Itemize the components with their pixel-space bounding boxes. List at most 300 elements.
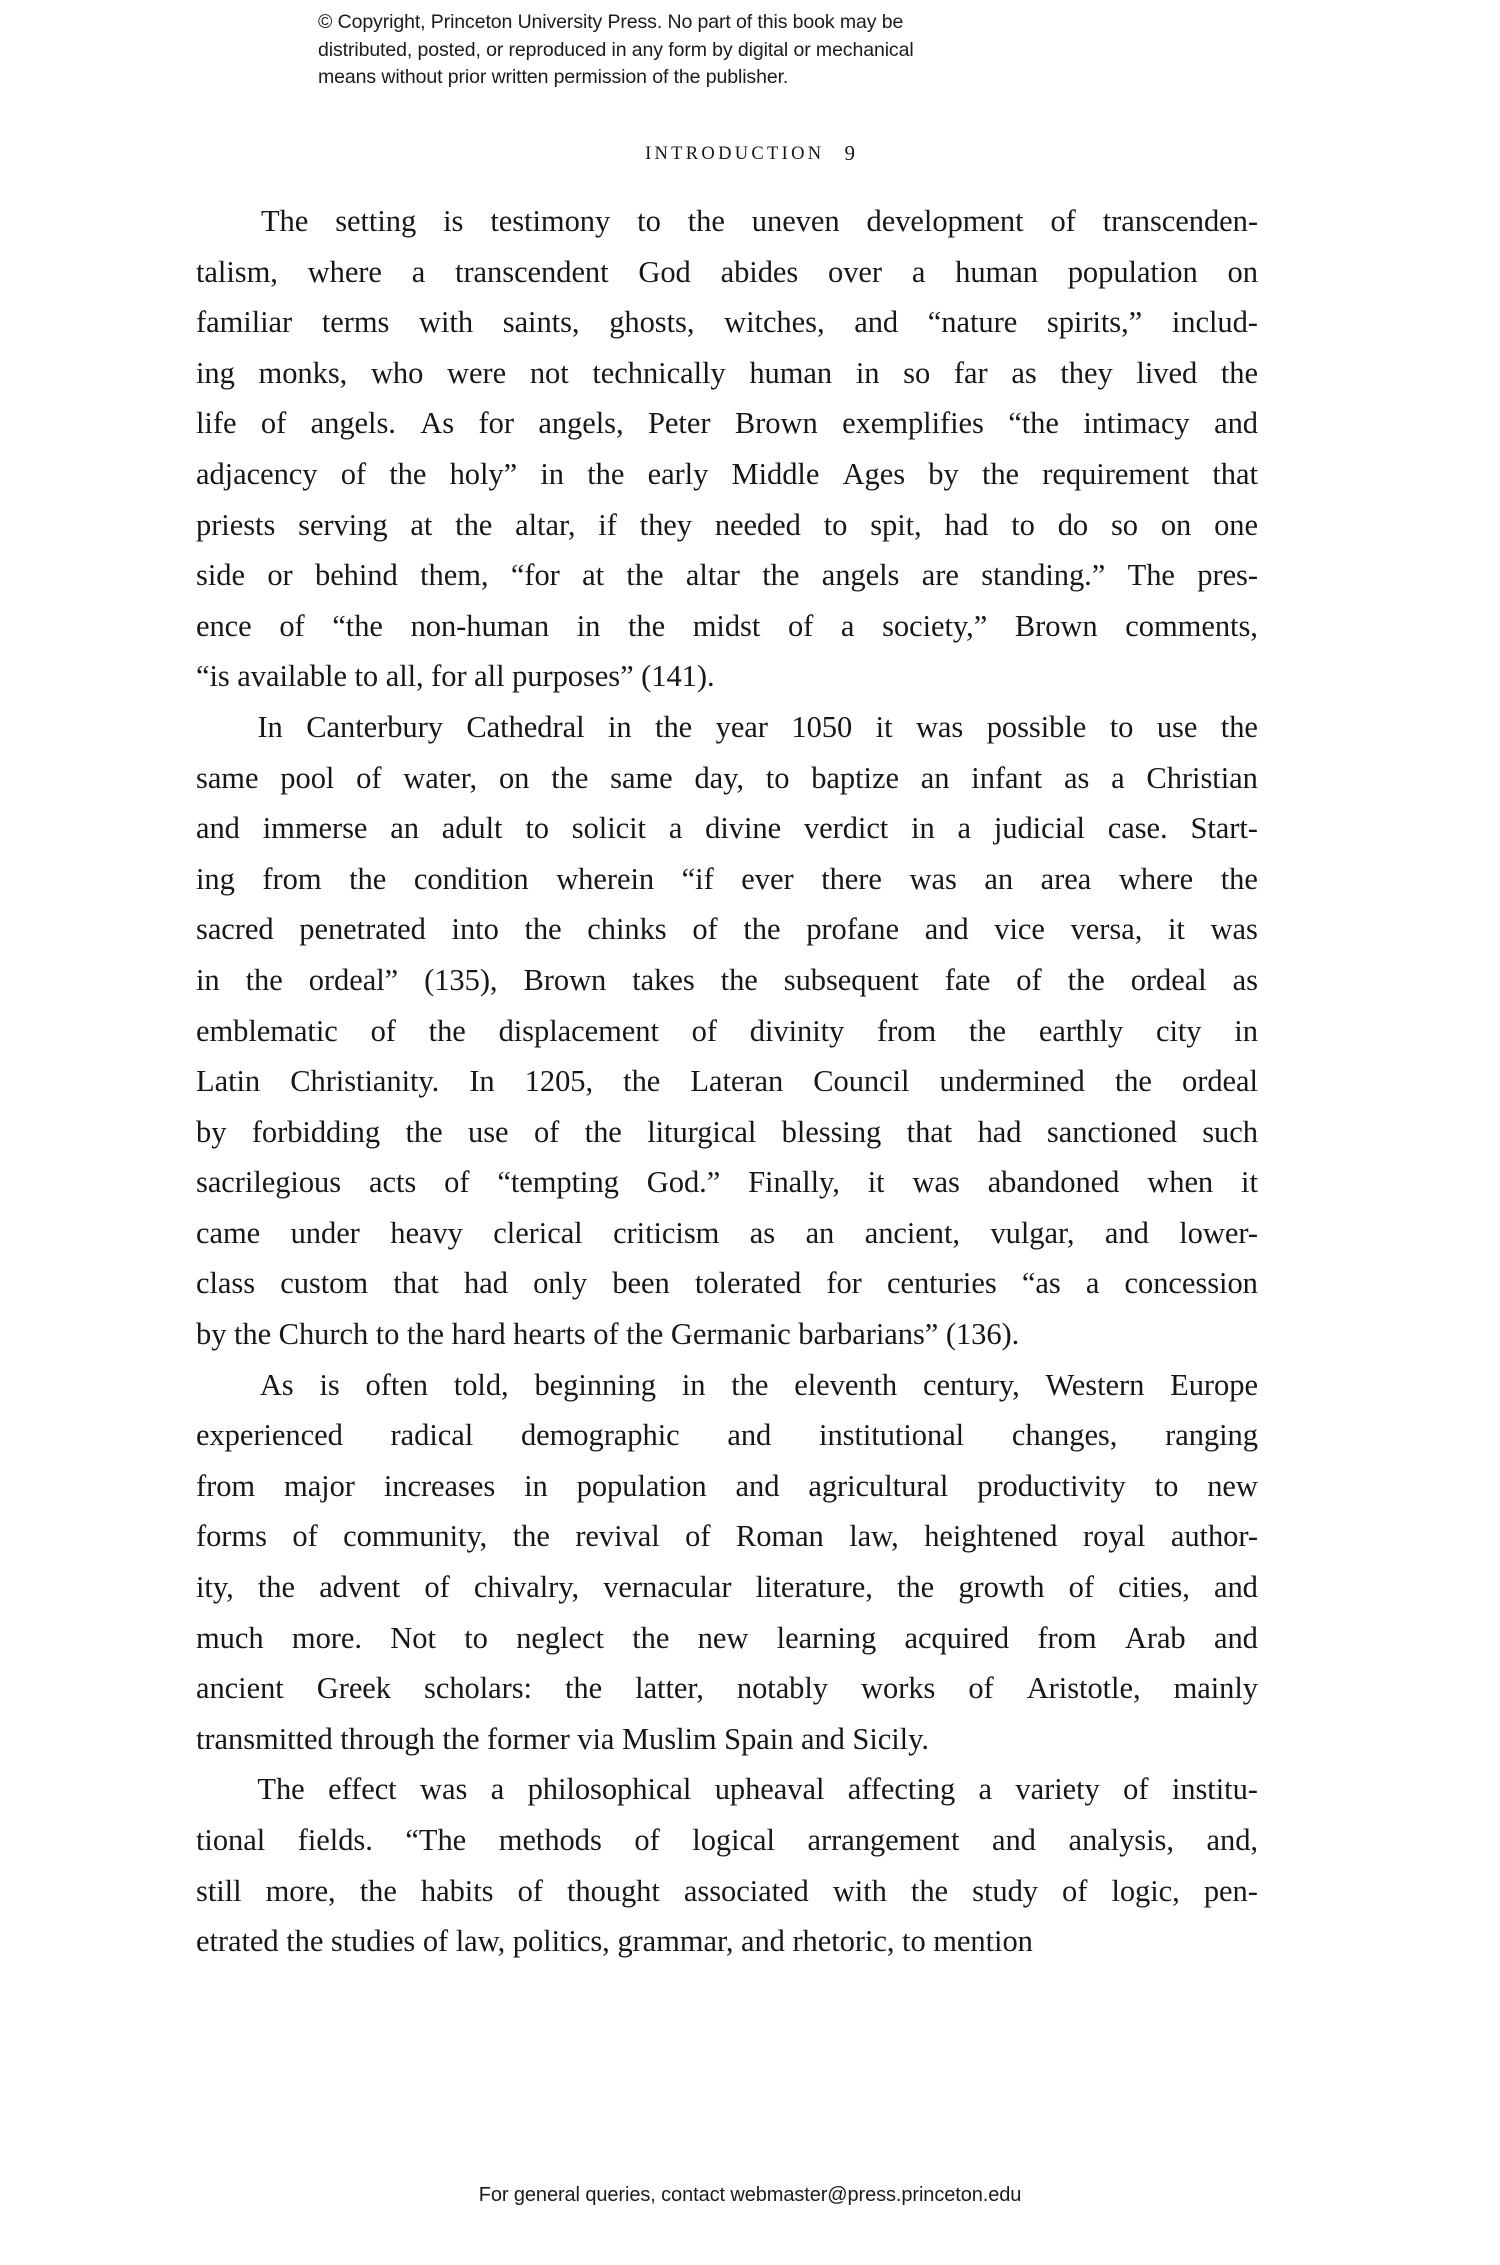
- word: intimacy: [1083, 406, 1190, 441]
- word: versa,: [1070, 912, 1143, 947]
- word: had: [944, 507, 989, 542]
- text-line: [196, 702, 1258, 753]
- text-line: [196, 449, 1258, 500]
- word: chinks: [587, 912, 667, 947]
- word: lived: [1136, 355, 1198, 390]
- word: and: [196, 811, 240, 846]
- word: the: [910, 1873, 949, 1908]
- word: “as: [1021, 1266, 1061, 1301]
- word: institu-: [1171, 1772, 1258, 1807]
- word: adjacency: [196, 456, 318, 491]
- word: royal: [1082, 1519, 1146, 1554]
- word: it: [867, 1165, 885, 1200]
- word: much: [196, 1620, 264, 1655]
- word: sacrilegious: [196, 1165, 342, 1200]
- word: the: [349, 861, 387, 896]
- word: and: [1213, 1620, 1258, 1655]
- word: was: [1210, 912, 1258, 947]
- word: midst: [692, 608, 761, 643]
- word-run: etrated the studies of law, politics, grammar, and rhetoric, to mention: [196, 1924, 1033, 1959]
- word: an: [805, 1215, 835, 1250]
- word: The: [1127, 558, 1175, 593]
- word: for: [478, 406, 514, 441]
- word: and: [1214, 406, 1258, 441]
- word: God.”: [646, 1165, 721, 1200]
- text-line: [196, 753, 1258, 804]
- word: ranging: [1165, 1418, 1258, 1453]
- word: it: [875, 709, 893, 744]
- word: and: [992, 1823, 1036, 1857]
- word: use: [468, 1114, 509, 1149]
- word: vernacular: [603, 1570, 732, 1605]
- word: “the: [332, 608, 383, 643]
- word: was: [420, 1772, 468, 1807]
- copyright-line: distributed, posted, or reproduced in any form by digital or mechanical: [318, 38, 914, 61]
- word: analysis,: [1068, 1823, 1174, 1857]
- word: had: [464, 1266, 508, 1301]
- word: if: [598, 507, 617, 542]
- word: the: [731, 1367, 769, 1402]
- word: with: [419, 305, 474, 340]
- word: of: [424, 1570, 450, 1605]
- word: effect: [328, 1772, 397, 1807]
- word: The: [257, 1772, 305, 1807]
- word-run: transmitted through the former via Muslim Spain and Sicily.: [196, 1721, 929, 1756]
- word: logic,: [1111, 1873, 1180, 1908]
- word: from: [196, 1468, 256, 1503]
- word: or: [267, 558, 293, 593]
- word: ing: [196, 355, 235, 390]
- word: ancient,: [864, 1215, 960, 1250]
- paragraph-indent: [196, 1764, 234, 1815]
- word: upheaval: [714, 1772, 825, 1807]
- footer-query-note: For general queries, contact webmaster@press.princeton.edu: [478, 2184, 1022, 2206]
- word: in: [576, 608, 601, 643]
- word: and: [924, 912, 969, 947]
- text-line: [196, 550, 1258, 601]
- word: ity,: [196, 1570, 234, 1605]
- word: is: [319, 1367, 340, 1402]
- word: a: [978, 1772, 993, 1807]
- word: revival: [575, 1519, 660, 1554]
- text-line: [196, 1815, 1258, 1866]
- word: to: [1109, 709, 1134, 744]
- word: of: [634, 1823, 660, 1857]
- word: transcenden-: [1102, 204, 1258, 238]
- word: to: [823, 507, 848, 542]
- word: of: [787, 608, 814, 643]
- word: from: [1037, 1620, 1097, 1655]
- word: 1205,: [524, 1064, 594, 1099]
- text-line: [196, 1208, 1258, 1259]
- word: profane: [806, 912, 899, 947]
- word: of: [292, 1519, 318, 1554]
- word: non-human: [410, 608, 550, 643]
- word: priests: [196, 507, 276, 542]
- word: works: [861, 1671, 936, 1706]
- text-line: [196, 1562, 1258, 1613]
- word: as: [1011, 355, 1037, 390]
- word: includ-: [1171, 305, 1258, 340]
- running-head-title: INTRODUCTION: [645, 144, 825, 164]
- word: transcendent: [455, 254, 609, 289]
- word: verdict: [803, 811, 889, 846]
- word: eleventh: [794, 1367, 898, 1402]
- word: latter,: [635, 1671, 704, 1706]
- word: As: [259, 1367, 294, 1402]
- word: methods: [498, 1823, 602, 1857]
- word: tolerated: [694, 1266, 802, 1301]
- word: productivity: [977, 1468, 1126, 1503]
- word: in: [524, 1468, 548, 1503]
- word: In: [257, 709, 283, 744]
- word: the: [632, 1620, 670, 1655]
- word: at: [410, 507, 433, 542]
- word: philosophical: [527, 1772, 692, 1807]
- word: judicial: [993, 811, 1085, 846]
- word: infant: [971, 760, 1043, 795]
- word: immerse: [262, 811, 368, 846]
- word: acquired: [904, 1620, 1010, 1655]
- word: study: [972, 1873, 1038, 1908]
- word: the: [626, 558, 664, 593]
- word: “for: [510, 558, 560, 593]
- word: solicit: [571, 811, 646, 846]
- word: behind: [315, 558, 398, 593]
- word: “nature: [927, 305, 1018, 340]
- word: spit,: [870, 507, 922, 542]
- word: ancient: [196, 1671, 284, 1706]
- word: an: [390, 811, 419, 846]
- word: thought: [566, 1873, 660, 1908]
- word: arrangement: [807, 1823, 960, 1857]
- paragraph-indent: [196, 702, 234, 753]
- text-line: [196, 904, 1258, 955]
- word: the: [551, 760, 589, 795]
- word: to: [637, 204, 661, 238]
- word: Brown: [523, 962, 607, 997]
- word: into: [451, 912, 499, 947]
- word: were: [447, 355, 507, 390]
- word: As: [420, 406, 455, 441]
- word: to: [525, 811, 549, 846]
- text-line: [196, 1056, 1258, 1107]
- word: more.: [291, 1620, 362, 1655]
- text-line: [196, 651, 1258, 702]
- word: heavy: [390, 1215, 463, 1250]
- word: pres-: [1197, 558, 1258, 593]
- text-line: [196, 803, 1258, 854]
- word: century,: [922, 1367, 1020, 1402]
- word: variety: [1015, 1772, 1100, 1807]
- word: penetrated: [299, 912, 426, 947]
- word: abandoned: [987, 1165, 1120, 1200]
- word: area: [1040, 861, 1092, 896]
- word: increases: [383, 1468, 496, 1503]
- paragraph-indent: [196, 196, 234, 247]
- word: far: [953, 355, 988, 390]
- word-run: by the Church to the hard hearts of the Germanic barbarians” (136).: [196, 1317, 1020, 1352]
- word: the: [1114, 1064, 1152, 1099]
- word: the: [512, 1519, 550, 1554]
- word: class: [196, 1266, 256, 1301]
- text-line: [196, 1157, 1258, 1208]
- word: mainly: [1173, 1671, 1258, 1706]
- word: heightened: [924, 1519, 1058, 1554]
- word: The: [260, 204, 309, 238]
- word: advent: [319, 1570, 401, 1605]
- word: a: [840, 608, 855, 643]
- word: of: [692, 912, 718, 947]
- word: affecting: [847, 1772, 956, 1807]
- copyright-notice: [318, 9, 1178, 92]
- word: of: [533, 1114, 560, 1149]
- word: they: [1060, 355, 1113, 390]
- word: concession: [1124, 1266, 1258, 1301]
- word: the: [257, 1570, 295, 1605]
- copyright-line: © Copyright, Princeton University Press. No part of this book may be: [318, 11, 904, 33]
- word: the: [565, 1671, 603, 1706]
- word: human: [749, 355, 833, 390]
- word: by: [928, 456, 959, 491]
- word: experienced: [196, 1418, 343, 1453]
- word: new: [1207, 1468, 1258, 1503]
- word: serving: [298, 507, 388, 542]
- word: needed: [714, 507, 801, 542]
- word: the: [762, 558, 800, 593]
- word: the: [687, 204, 725, 238]
- word: monks,: [258, 355, 348, 390]
- word: of: [691, 1013, 717, 1048]
- word: pool: [280, 760, 335, 795]
- word: sanctioned: [1046, 1114, 1177, 1149]
- word: talism,: [196, 254, 278, 289]
- word: institutional: [819, 1418, 965, 1453]
- word: divine: [705, 811, 782, 846]
- text-line: [196, 297, 1258, 348]
- word: major: [284, 1468, 355, 1503]
- word: the: [587, 456, 625, 491]
- word: God: [638, 254, 691, 289]
- word: over: [828, 254, 883, 289]
- word: for: [826, 1266, 862, 1301]
- word: the: [1067, 962, 1105, 997]
- word: from: [262, 861, 322, 896]
- word: society,”: [882, 608, 988, 643]
- word: the: [455, 507, 493, 542]
- word: to: [765, 760, 790, 795]
- word: early: [647, 456, 709, 491]
- word: earthly: [1038, 1013, 1124, 1048]
- word: liturgical: [647, 1114, 757, 1149]
- word: Cathedral: [466, 709, 585, 744]
- word: as: [749, 1215, 776, 1250]
- word: been: [612, 1266, 670, 1301]
- word: ordeal: [1130, 962, 1207, 997]
- word: the: [584, 1114, 622, 1149]
- word: blessing: [781, 1114, 882, 1149]
- word: year: [715, 709, 768, 744]
- word: only: [533, 1266, 588, 1301]
- word: in: [911, 811, 935, 846]
- word: ghosts,: [609, 305, 695, 340]
- word: saints,: [502, 305, 580, 340]
- word: “tempting: [497, 1165, 619, 1200]
- word: associated: [683, 1873, 809, 1908]
- text-line: [196, 1866, 1258, 1917]
- word: technically: [592, 355, 726, 390]
- word: an: [984, 861, 1014, 896]
- text-line: [196, 1461, 1258, 1512]
- word: of: [1123, 1772, 1149, 1807]
- word: who: [370, 355, 424, 390]
- text-line: [196, 1916, 1258, 1967]
- word: Start-: [1190, 811, 1258, 846]
- word: “The: [405, 1823, 467, 1857]
- word: agricultural: [808, 1468, 949, 1503]
- word: displacement: [498, 1013, 659, 1048]
- word: an: [920, 760, 950, 795]
- word: fields.: [297, 1823, 373, 1857]
- word: forbidding: [251, 1114, 381, 1149]
- word: of: [370, 1013, 396, 1048]
- word: of: [1062, 1873, 1088, 1908]
- word: custom: [280, 1266, 369, 1301]
- word: the: [245, 962, 283, 997]
- word: same: [610, 760, 673, 795]
- word: Not: [390, 1620, 436, 1655]
- word: holy”: [449, 456, 518, 491]
- word: (135),: [424, 962, 498, 997]
- word: centuries: [887, 1266, 997, 1301]
- word: on: [498, 760, 530, 795]
- word-run: “is available to all, for all purposes” (141).: [196, 659, 715, 694]
- word: a: [411, 254, 426, 289]
- word: in: [196, 962, 220, 997]
- word: human: [955, 254, 1038, 289]
- word: ordeal: [1182, 1064, 1258, 1099]
- text-line: [196, 398, 1258, 449]
- text-line: [196, 1663, 1258, 1714]
- text-line: [196, 601, 1258, 652]
- word: where: [1118, 861, 1194, 896]
- word: side: [196, 558, 245, 593]
- word: “if: [681, 861, 714, 896]
- word: in: [540, 456, 564, 491]
- word: often: [365, 1367, 428, 1402]
- word: is: [443, 204, 464, 238]
- word: water,: [403, 760, 478, 795]
- word: radical: [390, 1418, 474, 1453]
- word: standing.”: [981, 558, 1106, 593]
- word: where: [307, 254, 382, 289]
- word: ing: [196, 861, 235, 896]
- word: Western: [1045, 1367, 1145, 1402]
- word: Lateran: [690, 1064, 784, 1099]
- paragraph: [196, 702, 1258, 1360]
- word: chivalry,: [473, 1570, 580, 1605]
- word: in: [607, 709, 632, 744]
- word: forms: [196, 1519, 267, 1554]
- word: the: [655, 709, 693, 744]
- word: testimony: [490, 204, 611, 238]
- word: logical: [692, 1823, 775, 1857]
- word: by: [196, 1114, 227, 1149]
- word: fate: [944, 962, 991, 997]
- word: the: [968, 1013, 1007, 1048]
- word: the: [389, 456, 427, 491]
- word: Middle: [731, 456, 820, 491]
- word: literature,: [755, 1570, 873, 1605]
- word: demographic: [520, 1418, 680, 1453]
- word: and: [735, 1468, 780, 1503]
- word: so: [1110, 507, 1138, 542]
- word: so: [903, 355, 931, 390]
- word: scholars:: [424, 1671, 532, 1706]
- text-line: [196, 1360, 1258, 1411]
- word: divinity: [749, 1013, 845, 1048]
- word: more,: [265, 1873, 336, 1908]
- word: under: [290, 1215, 360, 1250]
- word: community,: [343, 1519, 488, 1554]
- word: the: [405, 1114, 443, 1149]
- word: they: [639, 507, 692, 542]
- word: Latin: [196, 1064, 261, 1099]
- word: that: [1212, 456, 1258, 491]
- word: baptize: [811, 760, 899, 795]
- word: of: [1016, 962, 1042, 997]
- word: requirement: [1042, 456, 1190, 491]
- word: it: [1167, 912, 1185, 947]
- word: familiar: [196, 305, 293, 340]
- word: life: [196, 406, 237, 441]
- word: setting: [335, 204, 417, 238]
- word: of: [517, 1873, 543, 1908]
- word: ordeal”: [308, 962, 399, 997]
- word: a: [957, 811, 972, 846]
- word: to: [464, 1620, 488, 1655]
- word: there: [821, 861, 882, 896]
- text-line: [196, 1309, 1258, 1360]
- word: Greek: [316, 1671, 391, 1706]
- word: neglect: [516, 1620, 604, 1655]
- text-line: [196, 1764, 1258, 1815]
- word: angels: [821, 558, 900, 593]
- word: vice: [994, 912, 1045, 947]
- word: with: [832, 1873, 887, 1908]
- running-head: [0, 140, 1500, 165]
- word: the: [1220, 709, 1258, 744]
- word: in: [855, 355, 880, 390]
- text-line: [196, 1006, 1258, 1057]
- word: exemplifies: [842, 406, 984, 441]
- word: sacred: [196, 912, 274, 947]
- text-line: [196, 247, 1258, 298]
- word: the: [623, 1064, 661, 1099]
- word: and: [1104, 1215, 1149, 1250]
- paragraph: [196, 196, 1258, 702]
- word: spirits,”: [1046, 305, 1143, 340]
- word: of: [1050, 204, 1076, 238]
- text-line: [196, 854, 1258, 905]
- word: development: [866, 204, 1024, 238]
- word: terms: [321, 305, 390, 340]
- word: was: [912, 1165, 960, 1200]
- word: that: [906, 1114, 953, 1149]
- word: are: [921, 558, 959, 593]
- word: subsequent: [783, 962, 919, 997]
- paragraph: [196, 1360, 1258, 1765]
